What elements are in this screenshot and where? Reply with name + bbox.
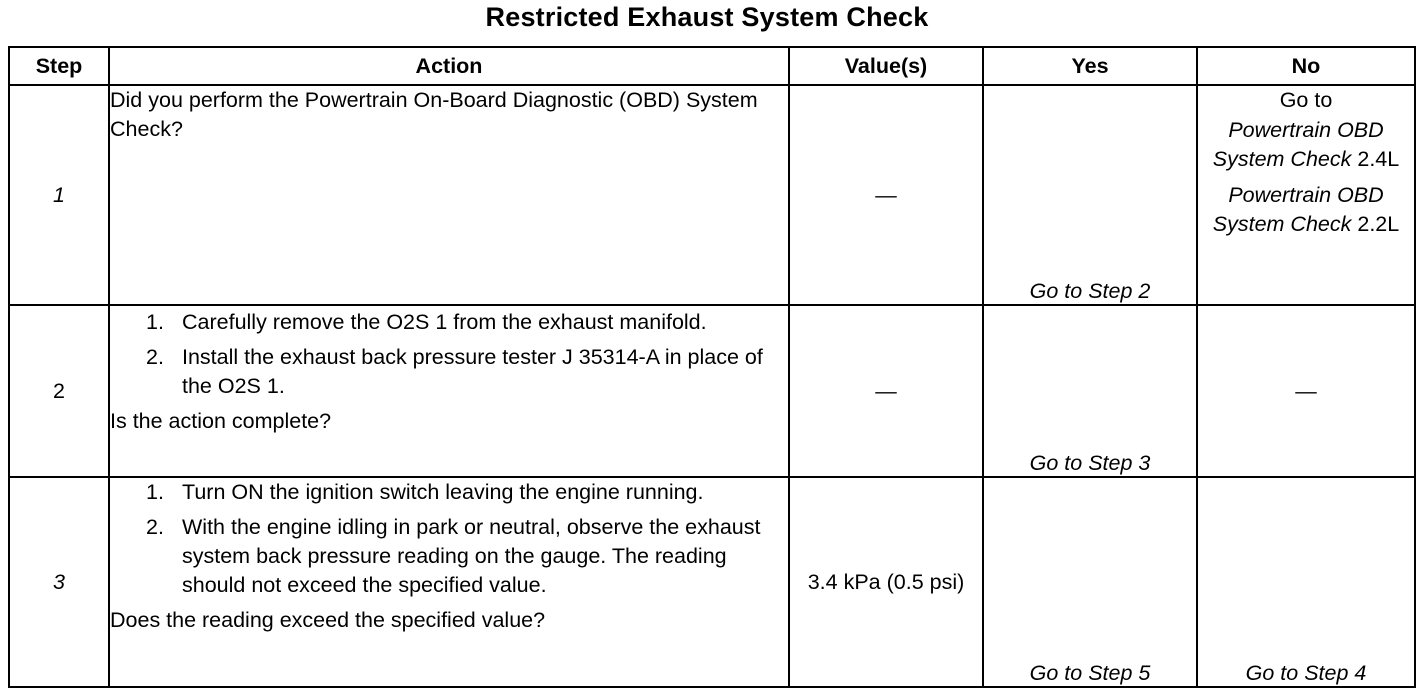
value-cell: — [789,85,983,305]
action-item: 2. Install the exhaust back pressure tester J 35314-A in place of the O2S 1. [146,345,763,398]
no-goto-label: Go to [1279,88,1333,112]
yes-goto: Go to Step 2 [983,85,1197,305]
table-row [9,477,1415,687]
header-step: Step [9,47,109,85]
action-question: Does the reading exceed the specified value? [110,608,546,632]
no-goto-ref: Powertrain OBD System Check [1212,182,1384,236]
page-title: Restricted Exhaust System Check [485,2,929,32]
action-question: Is the action complete? [110,409,332,433]
action-question: Did you perform the Powertrain On-Board Diagnostic (OBD) System Check? [110,88,758,141]
diagnostic-table [8,46,1416,688]
step-number: 2 [9,305,109,477]
table-row [9,85,1415,305]
yes-goto: Go to Step 3 [983,305,1197,477]
action-item: 1. Turn ON the ignition switch leaving the engine running. [146,480,704,504]
no-cell [1197,85,1415,305]
step-number: 1 [9,85,109,305]
header-values: Value(s) [789,47,983,85]
value-cell: — [789,305,983,477]
header-yes: Yes [983,47,1197,85]
header-no: No [1197,47,1415,85]
table-row [9,305,1415,477]
action-cell [109,477,789,687]
yes-goto: Go to Step 5 [983,477,1197,687]
value-cell: 3.4 kPa (0.5 psi) [789,477,983,687]
no-goto-2-4l [1198,86,1414,175]
action-item: 1. Carefully remove the O2S 1 from the exhaust manifold. [146,310,707,334]
no-goto: Go to Step 4 [1197,477,1415,687]
no-goto-engine: 2.2L [1351,212,1400,236]
action-cell [109,305,789,477]
header-action: Action [109,47,789,85]
header-row [9,47,1415,85]
action-cell [109,85,789,305]
step-number: 3 [9,477,109,687]
no-cell: — [1197,305,1415,477]
no-goto-2-2l [1198,181,1414,240]
no-goto-ref: Powertrain OBD System Check [1212,117,1384,171]
action-item: 2. With the engine idling in park or neutral, observe the exhaust system back pressure reading on the gauge. The reading should not exceed the specified value. [146,515,761,597]
no-goto-engine: 2.4L [1351,147,1400,171]
